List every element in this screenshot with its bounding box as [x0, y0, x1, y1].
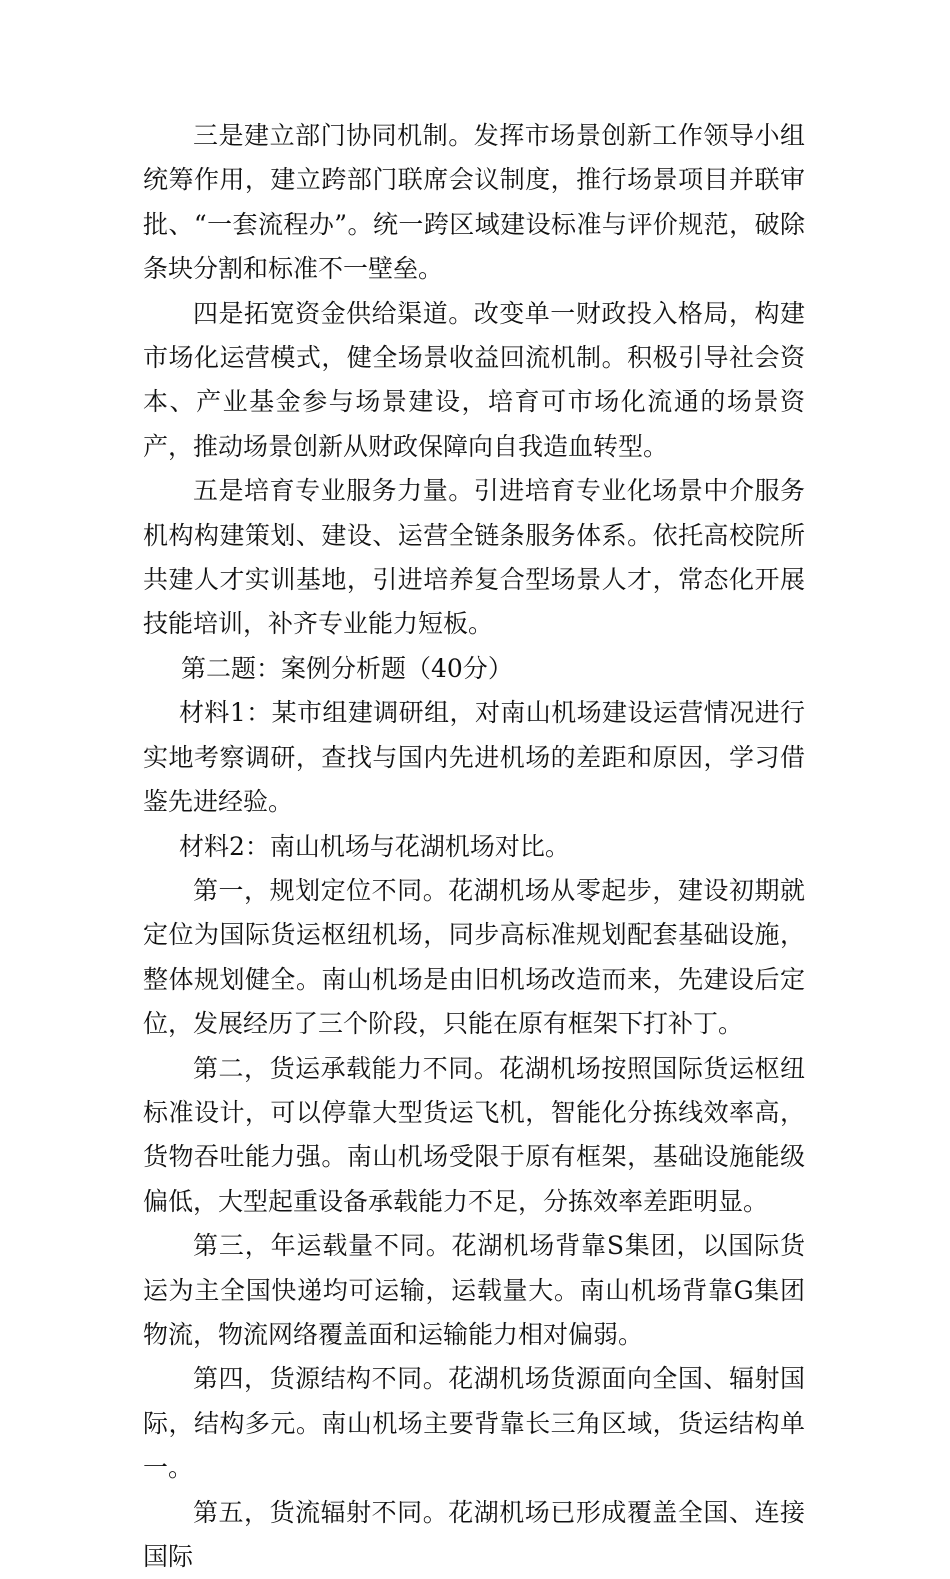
paragraph-annual-volume: 第三，年运载量不同。花湖机场背靠S集团，以国际货运为主全国快递均可运输，运载量大。南山机场背靠G集团物流，物流网络覆盖面和运输能力相对偏弱。: [143, 1231, 805, 1349]
section-heading-case-analysis: 第二题：案例分析题（40分）: [181, 653, 513, 683]
document-body: [143, 114, 805, 1579]
paragraph-cargo-sources: 第四，货源结构不同。花湖机场货源面向全国、辐射国际，结构多元。南山机场主要背靠长三角区域，货运结构单一。: [143, 1364, 805, 1483]
paragraph-professional-services: 五是培育专业服务力量。引进培育专业化场景中介服务机构构建策划、建设、运营全链条服务体系。依托高校院所共建人才实训基地，引进培养复合型场景人才，常态化开展技能培训，补齐专业能力短板。: [143, 476, 805, 639]
paragraph-cargo-capacity: 第二，货运承载能力不同。花湖机场按照国际货运枢纽标准设计，可以停靠大型货运飞机，智能化分拣线效率高，货物吞吐能力强。南山机场受限于原有框架，基础设施能级偏低，大型起重设备承载能力不足，分拣效率差距明显。: [143, 1053, 805, 1216]
paragraph-material-1: 材料1：某市组建调研组，对南山机场建设运营情况进行实地考察调研，查找与国内先进机场的差距和原因，学习借鉴先进经验。: [143, 698, 805, 817]
paragraph-department-coordination: 三是建立部门协同机制。发挥市场景创新工作领导小组统筹作用，建立跨部门联席会议制度，推行场景项目并联审批、“一套流程办”。统一跨区域建设标准与评价规范，破除条块分割和标准不一壁垒。: [143, 121, 805, 284]
paragraph-material-2: 材料2：南山机场与花湖机场对比。: [179, 831, 570, 861]
paragraph-planning-positioning: 第一，规划定位不同。花湖机场从零起步，建设初期就定位为国际货运枢纽机场，同步高标准规划配套基础设施，整体规划健全。南山机场是由旧机场改造而来，先建设后定位，发展经历了三个阶段，只能在原有框架下打补丁。: [143, 875, 805, 1039]
paragraph-cargo-radiation: 第五，货流辐射不同。花湖机场已形成覆盖全国、连接国际: [143, 1497, 805, 1571]
paragraph-funding-channels: 四是拓宽资金供给渠道。改变单一财政投入格局，构建市场化运营模式，健全场景收益回流机制。积极引导社会资本、产业基金参与场景建设，培育可市场化流通的场景资产，推动场景创新从财政保障向自我造血转型。: [143, 298, 805, 461]
